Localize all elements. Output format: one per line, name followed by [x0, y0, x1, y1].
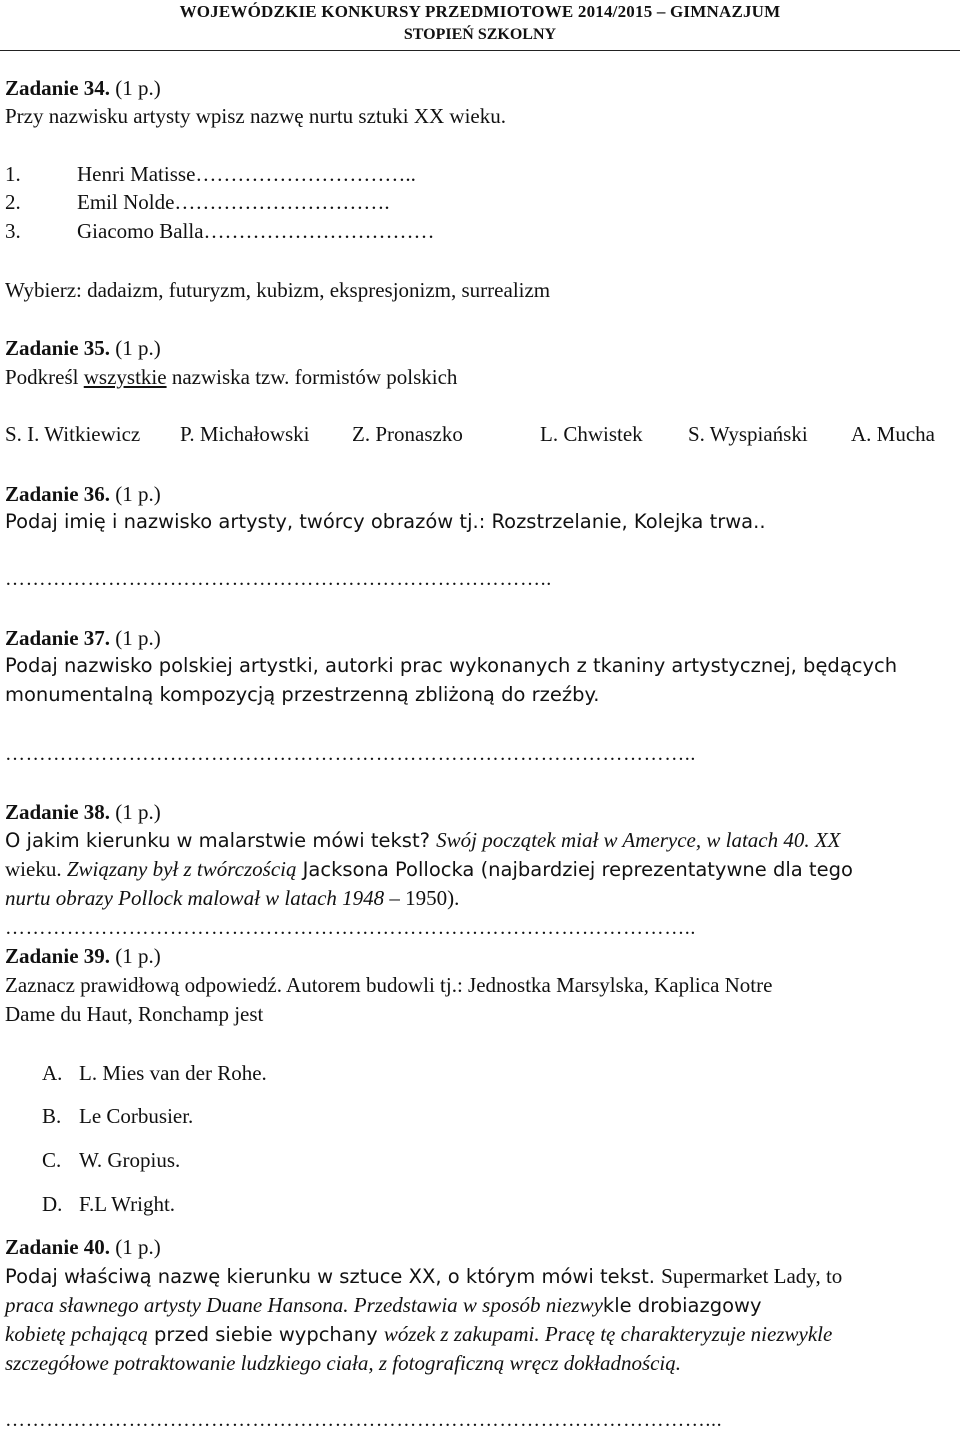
task-40-line-4	[5, 1349, 681, 1377]
quoted-text: kobietę pchającą	[5, 1322, 148, 1346]
name-option-2[interactable]: P. Michałowski	[180, 422, 310, 446]
task-40-points: (1 p.)	[115, 1235, 161, 1259]
task-39-title: Zadanie 39.	[5, 944, 111, 968]
task-38-points: (1 p.)	[115, 800, 161, 824]
header-title: WOJEWÓDZKIE KONKURSY PRZEDMIOTOWE 2014/2015 – GIMNAZJUM	[179, 2, 781, 21]
option-letter: D.	[42, 1192, 63, 1216]
task-37-title: Zadanie 37.	[5, 626, 111, 650]
quoted-text: 1950).	[399, 886, 460, 910]
option-text: L. Mies van der Rohe.	[79, 1061, 267, 1085]
item-number: 2.	[5, 190, 21, 214]
option-text: Le Corbusier.	[79, 1104, 194, 1128]
task-40-line-1	[5, 1262, 842, 1291]
header-subtitle: STOPIEŃ SZKOLNY	[403, 26, 557, 43]
name-option-5[interactable]: S. Wyspiański	[688, 422, 808, 446]
task-40-heading	[5, 1233, 161, 1261]
task-36-answer-field[interactable]: ……………………………………………………………………..	[5, 568, 552, 590]
option-text: F.L Wright.	[79, 1192, 176, 1216]
task-37-heading	[5, 624, 161, 652]
name-option-1[interactable]: S. I. Witkiewicz	[5, 422, 141, 446]
task-34-title: Zadanie 34.	[5, 76, 111, 100]
item-number: 3.	[5, 219, 21, 243]
quoted-text: Jacksona Pollocka (najbardziej reprezentatywne dla tego	[296, 858, 853, 881]
task-36-heading	[5, 480, 161, 508]
artist-name: Henri Matisse	[77, 162, 196, 186]
option-text: W. Gropius.	[79, 1148, 181, 1172]
task-38-line-2	[5, 855, 853, 884]
task-34-item-3	[5, 217, 435, 245]
task-37-answer-field[interactable]: ………………………………………………………………………………………..	[5, 743, 696, 765]
task-35-heading	[5, 334, 161, 362]
task-37-line-1: Podaj nazwisko polskiej artystki, autorki prac wykonanych z tkaniny artystycznej, będących	[5, 654, 898, 677]
quoted-text: . Pracę tę charakteryzuje niezwykle	[534, 1322, 833, 1346]
quoted-text: praca sławnego artysty Duane Hansona. Przedstawia w sposób niezwy	[5, 1293, 603, 1317]
name-option-3[interactable]: Z. Pronaszko	[352, 422, 463, 446]
task-35-title: Zadanie 35.	[5, 336, 111, 360]
name-option-6[interactable]: A. Mucha	[851, 422, 935, 446]
quoted-text: szczegółowe potraktowanie ludzkiego ciała, z fotograficzną wręcz dokładnością.	[5, 1351, 682, 1375]
task-36-instruction: Podaj imię i nazwisko artysty, twórcy obrazów tj.: Rozstrzelanie, Kolejka trwa..	[5, 510, 766, 533]
task-37-line-2: monumentalną kompozycją przestrzenną zbliżoną do rzeźby.	[5, 683, 600, 706]
task-34-item-1	[5, 160, 416, 188]
task-36-points: (1 p.)	[115, 482, 161, 506]
task-39-heading	[5, 942, 161, 970]
task-34-heading	[5, 74, 161, 102]
answer-option-d[interactable]	[42, 1190, 175, 1218]
name-option-4[interactable]: L. Chwistek	[540, 422, 643, 446]
artist-name: Giacomo Balla	[77, 219, 204, 243]
quoted-text: wieku.	[5, 857, 67, 881]
option-letter: C.	[42, 1148, 62, 1172]
item-number: 1.	[5, 162, 21, 186]
task-34-item-2	[5, 188, 390, 216]
answer-field[interactable]: …………………………..	[195, 162, 416, 186]
task-38-line-1	[5, 826, 841, 855]
quoted-text: przed siebie wypchany	[147, 1323, 384, 1346]
artist-name: Emil Nolde	[77, 190, 175, 214]
task-40-line-2	[5, 1291, 762, 1320]
header-divider	[0, 50, 960, 51]
instruction-text: Podkreśl	[5, 365, 84, 389]
quoted-text: Supermarket Lady, to	[661, 1264, 843, 1288]
task-38-heading	[5, 798, 161, 826]
task-38-title: Zadanie 38.	[5, 800, 111, 824]
answer-option-c[interactable]	[42, 1146, 180, 1174]
answer-option-a[interactable]	[42, 1059, 267, 1087]
quoted-text: nurtu obrazy Pollock malował w latach 1948 –	[5, 886, 400, 910]
option-letter: A.	[42, 1061, 63, 1085]
quoted-text: Związany był z twórczością	[66, 857, 297, 881]
answer-field[interactable]: ………………………….	[174, 190, 390, 214]
task-34-instruction: Przy nazwisku artysty wpisz nazwę nurtu sztuki XX wieku.	[5, 104, 506, 128]
quoted-text: Swój początek miał w Ameryce, w latach 40. XX	[436, 828, 841, 852]
task-37-points: (1 p.)	[115, 626, 161, 650]
answer-option-b[interactable]	[42, 1102, 193, 1130]
question-text: O jakim kierunku w malarstwie mówi tekst?	[5, 829, 437, 852]
task-35-points: (1 p.)	[115, 336, 161, 360]
task-38-answer-field[interactable]: ………………………………………………………………………………………..	[5, 917, 696, 939]
task-38-line-3	[5, 884, 459, 912]
question-text: Podaj właściwą nazwę kierunku w sztuce XX, o którym mówi tekst.	[5, 1265, 662, 1288]
task-39-points: (1 p.)	[115, 944, 161, 968]
task-35-instruction	[5, 363, 457, 391]
task-40-title: Zadanie 40.	[5, 1235, 111, 1259]
option-letter: B.	[42, 1104, 62, 1128]
task-36-title: Zadanie 36.	[5, 482, 111, 506]
task-34-hint: Wybierz: dadaizm, futuryzm, kubizm, ekspresjonizm, surrealizm	[5, 278, 551, 302]
task-40-line-3	[5, 1320, 832, 1349]
instruction-text: nazwiska tzw. formistów polskich	[166, 365, 458, 389]
answer-field[interactable]: ……………………………	[203, 219, 435, 243]
underlined-word: wszystkie	[83, 365, 167, 389]
task-34-points: (1 p.)	[115, 76, 161, 100]
quoted-text: wózek z zakupami	[383, 1322, 535, 1346]
task-40-answer-field[interactable]: …………………………………………………………………………………………...	[5, 1409, 723, 1431]
task-39-line-2: Dame du Haut, Ronchamp jest	[5, 1002, 264, 1026]
quoted-text: kle drobiazgowy	[602, 1294, 762, 1317]
task-39-line-1: Zaznacz prawidłową odpowiedź. Autorem budowli tj.: Jednostka Marsylska, Kaplica Notre	[5, 973, 773, 997]
